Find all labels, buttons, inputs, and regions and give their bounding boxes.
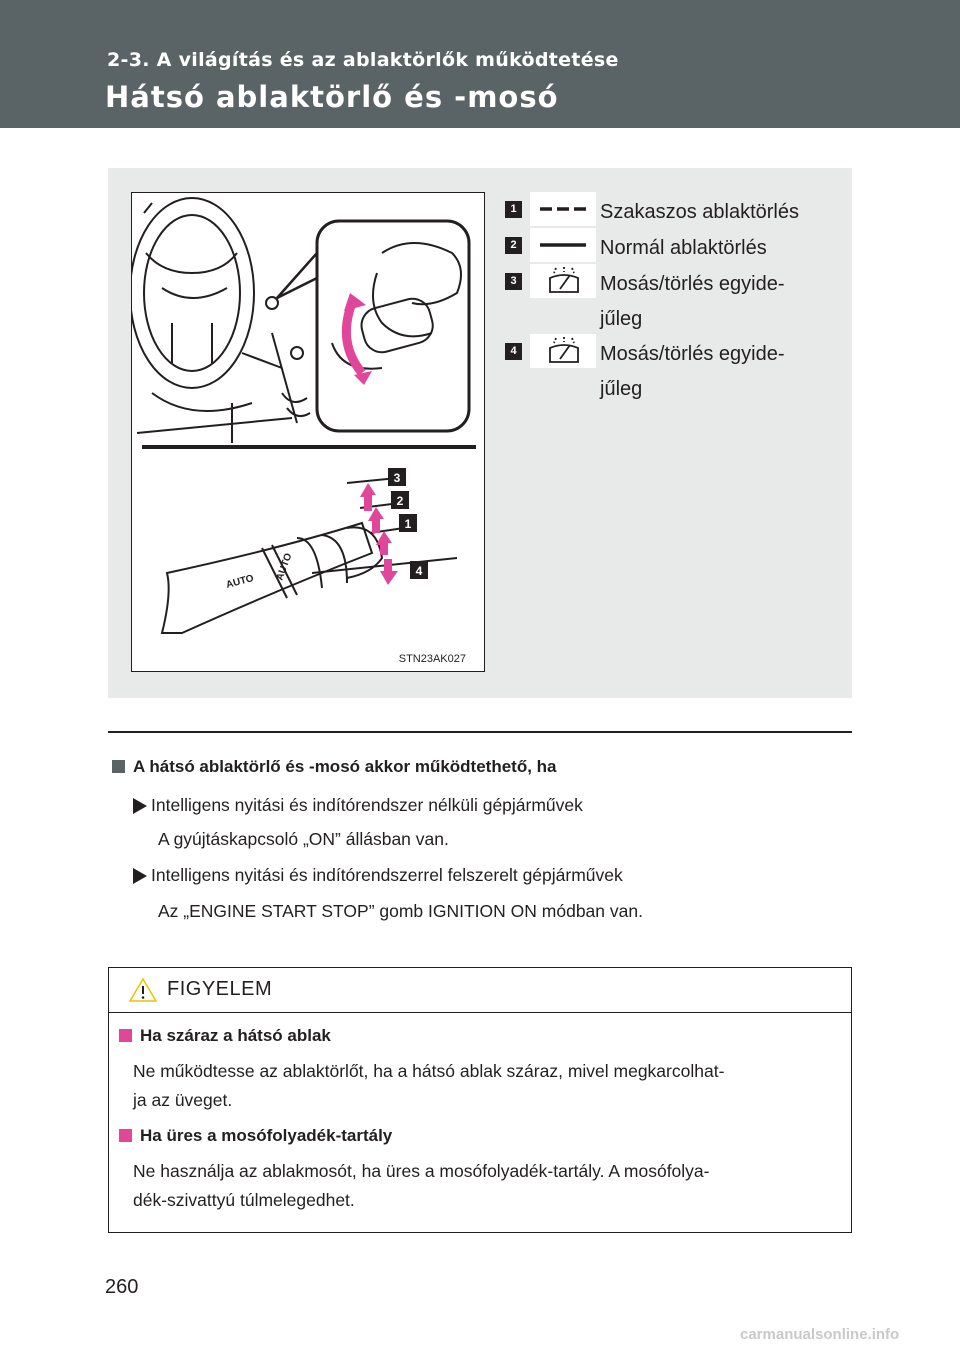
legend-item	[505, 334, 835, 404]
warning-text-line: dék-szivattyú túlmelegedhet.	[133, 1190, 355, 1210]
legend-text: Mosás/törlés egyide-	[600, 273, 785, 295]
warning-paragraph	[133, 1057, 845, 1115]
warning-subheading-text: Ha üres a mosófolyadék-tartály	[140, 1126, 393, 1145]
wiper-illustration	[131, 192, 485, 672]
callout-2: 2	[396, 494, 404, 508]
legend-item	[505, 228, 835, 264]
page-title: Hátsó ablaktörlő és -mosó	[105, 80, 559, 114]
info-heading-text: A hátsó ablaktörlő és -mosó akkor működtethető, ha	[133, 757, 557, 776]
triangle-bullet-icon	[133, 868, 147, 884]
zoom-inset	[317, 221, 469, 431]
wiper-stalk-drawing	[132, 193, 486, 673]
warning-triangle-icon	[129, 977, 157, 1003]
legend-number: 4	[505, 343, 522, 360]
square-bullet-icon	[119, 1129, 132, 1142]
warning-text-line: ja az üveget.	[133, 1090, 233, 1110]
legend-text: jűleg	[600, 378, 643, 400]
steering-wheel-sketch	[132, 198, 310, 443]
info-detail: Az „ENGINE START STOP” gomb IGNITION ON módban van.	[158, 901, 643, 921]
legend	[505, 192, 835, 404]
section-divider	[108, 731, 852, 733]
callout-1: 1	[404, 517, 412, 531]
warning-subheading	[119, 1026, 331, 1046]
warning-label: FIGYELEM	[167, 978, 273, 1000]
section-title: 2-3. A világítás és az ablaktörlők működtetése	[107, 49, 619, 71]
info-heading	[112, 757, 557, 777]
legend-text: Szakaszos ablaktörlés	[600, 201, 799, 223]
watermark: carmanualsonline.info	[740, 1326, 900, 1343]
info-condition	[133, 865, 623, 886]
legend-text: Normál ablaktörlés	[600, 237, 767, 259]
figure-code: STN23AK027	[398, 653, 466, 665]
dashed-line-icon	[530, 192, 596, 226]
stalk-label-auto-1: AUTO	[224, 572, 255, 591]
warning-subheading	[119, 1126, 392, 1146]
legend-number: 3	[505, 273, 522, 290]
legend-number: 2	[505, 237, 522, 254]
info-detail: A gyújtáskapcsoló „ON” állásban van.	[158, 829, 449, 849]
stalk-label-auto-2: AUTO	[274, 551, 295, 583]
legend-item	[505, 192, 835, 228]
callout-4: 4	[415, 564, 423, 578]
info-condition-text: Intelligens nyitási és indítórendszerrel felszerelt gépjárművek	[151, 865, 623, 885]
callout-3: 3	[393, 471, 401, 485]
square-bullet-icon	[112, 760, 125, 773]
warning-box	[108, 967, 852, 1233]
solid-line-icon	[530, 228, 596, 262]
warning-text-line: Ne működtesse az ablaktörlőt, ha a hátsó ablak száraz, mivel megkarcolhat-	[133, 1061, 725, 1081]
stalk-sketch	[162, 478, 457, 633]
washer-icon	[530, 334, 596, 368]
washer-icon	[530, 264, 596, 298]
warning-subheading-text: Ha száraz a hátsó ablak	[140, 1026, 331, 1045]
page-number: 260	[105, 1276, 139, 1298]
legend-item	[505, 264, 835, 334]
info-condition-text: Intelligens nyitási és indítórendszer nélküli gépjárművek	[151, 795, 583, 815]
warning-header	[109, 968, 851, 1013]
page-header	[0, 0, 960, 128]
legend-text: Mosás/törlés egyide-	[600, 343, 785, 365]
warning-text-line: Ne használja az ablakmosót, ha üres a mosófolyadék-tartály. A mosófolya-	[133, 1161, 710, 1181]
legend-text: jűleg	[600, 308, 643, 330]
legend-number: 1	[505, 201, 522, 218]
warning-paragraph	[133, 1157, 845, 1215]
triangle-bullet-icon	[133, 798, 147, 814]
info-condition	[133, 795, 583, 816]
square-bullet-icon	[119, 1029, 132, 1042]
